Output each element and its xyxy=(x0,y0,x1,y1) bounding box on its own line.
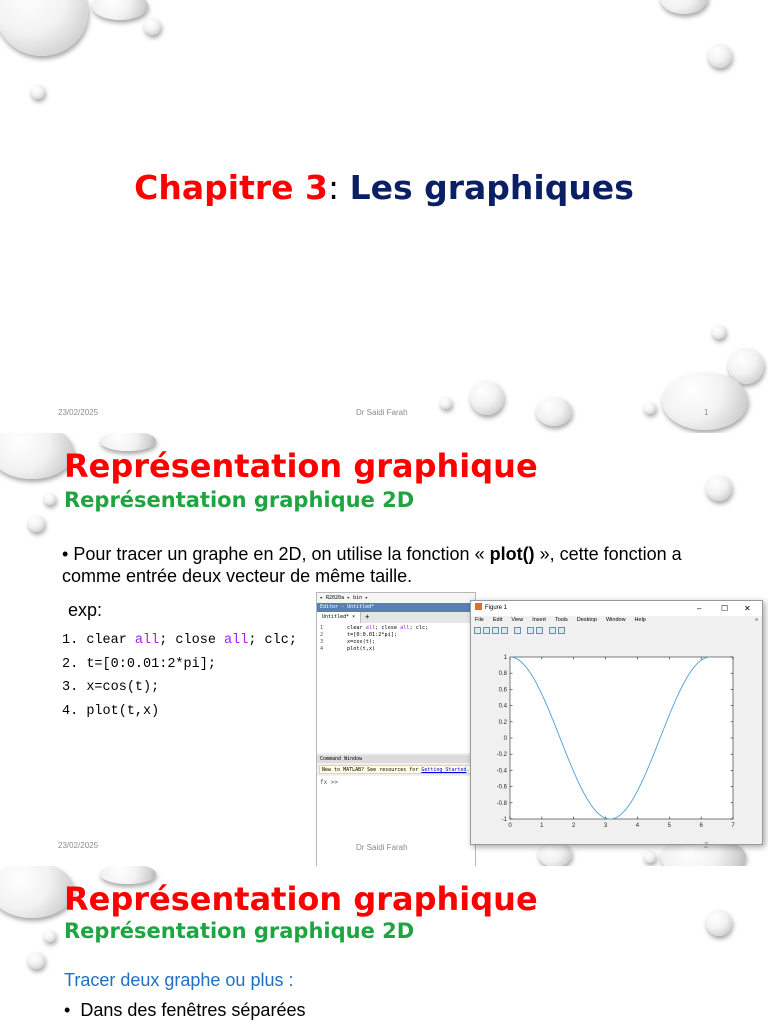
plot-axes-box xyxy=(510,657,733,819)
code-example xyxy=(62,629,297,723)
open-file-icon[interactable] xyxy=(483,627,490,634)
water-drop xyxy=(0,433,74,479)
src-text: ; clc; xyxy=(409,625,429,631)
figure-menu-item[interactable]: Window xyxy=(605,617,626,623)
editor-source xyxy=(347,625,428,653)
figure-canvas xyxy=(472,637,761,844)
slide-heading: Représentation graphique xyxy=(64,447,538,485)
command-prompt: fx >> xyxy=(320,779,339,786)
x-tick-label: 4 xyxy=(635,823,640,829)
editor-code-area[interactable] xyxy=(317,623,475,753)
code-keyword: all xyxy=(224,633,249,648)
water-drop xyxy=(470,381,504,415)
slide-plot-2d xyxy=(0,433,768,866)
figure-toolbar xyxy=(471,625,762,636)
new-tab-plus-icon[interactable]: + xyxy=(365,613,370,621)
minimize-icon[interactable]: – xyxy=(697,604,702,613)
notice-text: . xyxy=(466,767,470,773)
editor-tab-untitled[interactable] xyxy=(317,612,361,623)
water-drop xyxy=(44,493,56,505)
y-tick-label: -0.6 xyxy=(496,784,507,791)
close-icon[interactable]: ✕ xyxy=(744,604,751,613)
y-tick-label: 0.2 xyxy=(498,719,507,726)
y-tick-label: 1 xyxy=(503,655,507,661)
water-drop xyxy=(706,475,732,501)
save-icon[interactable] xyxy=(492,627,499,634)
x-tick-label: 6 xyxy=(699,823,703,829)
y-tick-label: 0 xyxy=(503,736,507,742)
water-drop xyxy=(644,851,656,863)
water-drop xyxy=(644,402,656,414)
chapter-topic: Les graphiques xyxy=(349,168,634,207)
matlab-editor-window xyxy=(316,592,476,866)
editor-tab-bar xyxy=(317,612,475,623)
slide-multiple-plots xyxy=(0,866,768,1024)
src-keyword: all xyxy=(400,625,410,631)
bullet-text-post: », cette fonction a comme entrée deux vecteur de même taille. xyxy=(62,544,682,586)
code-line-number: 1. xyxy=(62,633,79,648)
notice-text: New to MATLAB? See resources for xyxy=(322,767,422,773)
matlab-figure-window xyxy=(470,600,763,845)
figure-menu-item[interactable]: Insert xyxy=(532,617,546,623)
example-label: exp: xyxy=(68,600,103,620)
src-text: ; close xyxy=(375,625,401,631)
edit-plot-icon[interactable] xyxy=(549,627,556,634)
water-drop xyxy=(708,44,732,68)
water-drop xyxy=(440,397,452,409)
plot-function-name: plot() xyxy=(489,544,535,564)
figure-menu-item[interactable]: Tools xyxy=(554,617,568,623)
y-tick-label: -0.8 xyxy=(496,800,507,807)
code-line xyxy=(62,700,297,724)
chapter-label: Chapitre 3 xyxy=(134,168,328,207)
src-keyword: all xyxy=(365,625,376,631)
colorbar-icon[interactable] xyxy=(527,627,534,634)
code-text: plot(t,x) xyxy=(86,703,160,719)
title-colon: : xyxy=(327,168,350,207)
bullet-text-pre: Pour tracer un graphe en 2D, on utilise la fonction « xyxy=(73,544,490,564)
editor-path-bar: ▸ R2020a ▸ bin ▸ xyxy=(317,593,475,603)
editor-line-numbers: 1 2 3 4 xyxy=(320,625,324,652)
code-line-number: 2. xyxy=(62,656,79,672)
figure-menu-bar xyxy=(471,616,762,625)
x-tick-label: 5 xyxy=(667,823,671,829)
print-icon[interactable] xyxy=(501,627,508,634)
command-window-title: Command Window xyxy=(317,755,475,763)
code-text: ; close xyxy=(159,633,225,648)
water-drop xyxy=(31,85,45,99)
figure-menu-item[interactable]: View xyxy=(511,617,524,623)
cos-plot xyxy=(472,637,761,844)
src-text: clear xyxy=(347,625,366,631)
figure-menu-item[interactable]: Edit xyxy=(492,617,503,623)
water-drop xyxy=(662,372,748,430)
water-drop xyxy=(144,18,161,35)
footer-date: 23/02/2025 xyxy=(58,408,99,417)
slide-heading: Représentation graphique xyxy=(64,880,538,918)
bullet-separate-windows xyxy=(64,1000,305,1021)
footer-author: Dr Saidi Farah xyxy=(356,843,408,852)
y-tick-label: -0.2 xyxy=(496,752,507,759)
command-window-body[interactable] xyxy=(317,776,475,866)
tab-close-icon[interactable]: × xyxy=(352,614,356,620)
water-drop xyxy=(536,397,572,426)
src-text: t=[0:0.01:2*pi]; x=cos(t); plot(t,x) xyxy=(347,632,397,652)
y-tick-label: -1 xyxy=(501,817,507,823)
code-text: t=[0:0.01:2*pi]; xyxy=(86,656,216,672)
new-figure-icon[interactable] xyxy=(474,627,481,634)
slide-title-text xyxy=(0,168,768,207)
y-tick-label: 0.6 xyxy=(498,687,507,694)
code-line xyxy=(62,629,297,653)
slide-subheading: Représentation graphique 2D xyxy=(64,488,415,512)
water-drop xyxy=(92,0,148,20)
bullet-plot-explanation xyxy=(62,543,722,587)
water-drop xyxy=(44,930,56,942)
dock-icon[interactable] xyxy=(558,627,565,634)
water-drop xyxy=(706,910,732,936)
figure-menu-item[interactable]: Help xyxy=(634,617,646,623)
section-intro: Tracer deux graphe ou plus : xyxy=(64,970,294,990)
matlab-logo-icon xyxy=(475,603,482,610)
code-keyword: all xyxy=(134,633,160,648)
command-window-notice xyxy=(319,765,473,774)
footer-page-number: 2 xyxy=(704,841,709,850)
code-text: clear xyxy=(86,633,135,648)
getting-started-link[interactable]: Getting Started xyxy=(421,767,467,773)
water-drop xyxy=(28,952,45,969)
bullet-marker: • xyxy=(64,1000,71,1020)
slide-title xyxy=(0,0,768,433)
slide-subheading: Représentation graphique 2D xyxy=(64,919,415,943)
maximize-icon[interactable]: ☐ xyxy=(721,604,729,613)
water-drop xyxy=(0,866,74,918)
bullet-text: Dans des fenêtres séparées xyxy=(80,1000,306,1020)
x-tick-label: 3 xyxy=(603,823,608,829)
y-tick-label: -0.4 xyxy=(496,768,507,775)
footer-author: Dr Saidi Farah xyxy=(356,408,408,417)
water-drop xyxy=(0,0,88,56)
x-tick-label: 7 xyxy=(731,823,735,829)
code-line-number: 4. xyxy=(62,703,79,719)
figure-menu-item[interactable]: File xyxy=(475,617,484,623)
x-tick-label: 1 xyxy=(540,823,544,829)
code-line xyxy=(62,676,297,700)
footer-date: 23/02/2025 xyxy=(58,841,99,850)
figure-menu-item[interactable]: Desktop xyxy=(576,617,597,623)
water-drop xyxy=(712,325,726,339)
bullet-marker: • xyxy=(62,544,69,564)
figure-title: Figure 1 xyxy=(485,605,508,611)
code-line xyxy=(62,653,297,677)
x-tick-label: 2 xyxy=(572,823,576,829)
link-plot-icon[interactable] xyxy=(514,627,521,634)
x-tick-label: 0 xyxy=(508,823,512,829)
y-tick-label: 0.4 xyxy=(498,703,507,710)
legend-icon[interactable] xyxy=(536,627,543,634)
water-drop xyxy=(660,0,708,14)
menu-overflow-icon[interactable]: » xyxy=(754,617,758,623)
water-drop xyxy=(28,515,45,532)
footer-page-number: 1 xyxy=(704,408,709,417)
code-text: x=cos(t); xyxy=(86,680,160,695)
y-tick-label: 0.8 xyxy=(498,671,507,678)
figure-title-bar xyxy=(471,601,762,616)
code-text: ; clc; xyxy=(248,633,297,648)
editor-tab-label: Untitled* xyxy=(322,614,350,620)
code-line-number: 3. xyxy=(62,680,79,695)
editor-title-bar: Editor - Untitled* xyxy=(317,603,475,612)
